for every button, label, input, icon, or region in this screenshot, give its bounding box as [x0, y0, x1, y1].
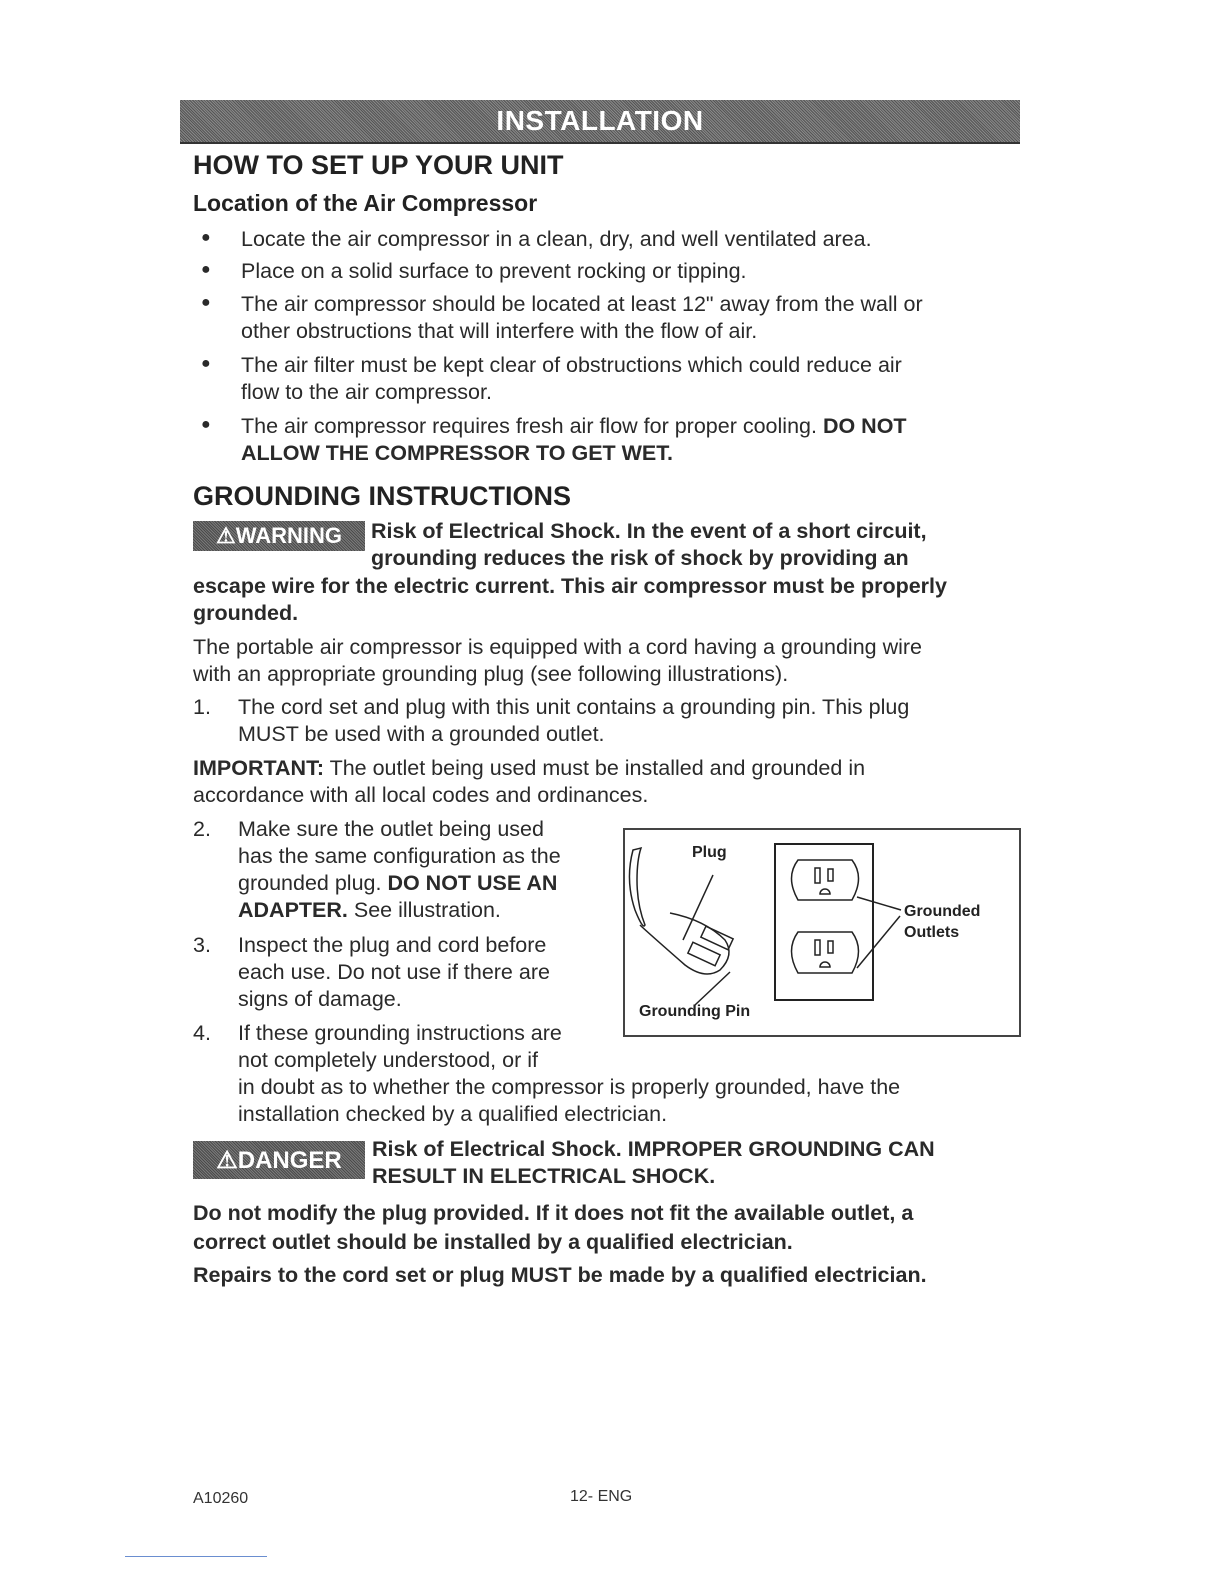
- danger-badge: ⚠DANGER: [193, 1141, 365, 1179]
- outlets-label-line: Outlets: [904, 924, 960, 941]
- warning-badge: ⚠WARNING: [193, 521, 365, 551]
- warning-line: Risk of Electrical Shock. In the event of a short circuit,: [371, 519, 927, 543]
- important-note: [193, 755, 865, 809]
- bullet-text: Locate the air compressor in a clean, dry, and well ventilated area.: [241, 227, 872, 251]
- grounded-outlets-label: [904, 901, 980, 943]
- bullet-emphasis: ALLOW THE COMPRESSOR TO GET WET.: [241, 441, 673, 465]
- plug-arrow-icon: [683, 875, 713, 940]
- step-line: MUST be used with a grounded outlet.: [238, 722, 605, 746]
- step-line: See illustration.: [347, 898, 501, 922]
- bullet-icon: ●: [201, 355, 211, 372]
- banner-title: INSTALLATION: [496, 105, 704, 136]
- wall-plate-icon: [775, 844, 873, 1000]
- plug-prong-icon: [688, 942, 720, 966]
- grounding-pin-label: Grounding Pin: [639, 1003, 751, 1020]
- warning-line: escape wire for the electric current. This air compressor must be properly: [193, 574, 947, 598]
- bullet-text: flow to the air compressor.: [241, 380, 492, 404]
- danger-line: RESULT IN ELECTRICAL SHOCK.: [372, 1164, 716, 1188]
- outlet-arrow-icon: [857, 916, 900, 968]
- warning-line: grounding reduces the risk of shock by providing an: [371, 546, 909, 570]
- step-number: 4.: [193, 1021, 211, 1045]
- bullet-item: [201, 291, 923, 345]
- intro-line: The portable air compressor is equipped with a cord having a grounding wire: [193, 635, 923, 659]
- step-number: 1.: [193, 695, 211, 719]
- bullet-text: The air compressor requires fresh air flow for proper cooling.: [241, 414, 823, 438]
- step-2: [193, 816, 561, 924]
- divider-line: [125, 1556, 267, 1557]
- bullet-text: Place on a solid surface to prevent rocking or tipping.: [241, 259, 747, 283]
- bullet-icon: ●: [201, 416, 211, 433]
- warning-text-body: [193, 573, 947, 627]
- bullet-icon: ●: [201, 294, 211, 311]
- heading-setup: HOW TO SET UP YOUR UNIT: [193, 150, 564, 180]
- step-line: not completely understood, or if: [238, 1048, 538, 1072]
- danger-line: Risk of Electrical Shock. IMPROPER GROUNDING CAN: [372, 1137, 935, 1161]
- bullet-icon: ●: [201, 261, 211, 278]
- page-number: 12- ENG: [570, 1488, 633, 1505]
- step-line: If these grounding instructions are: [238, 1021, 562, 1045]
- warning-text-head: [371, 518, 927, 572]
- bullet-text: The air compressor should be located at least 12" away from the wall or: [241, 292, 923, 316]
- repairs-note: Repairs to the cord set or plug MUST be made by a qualified electrician.: [193, 1263, 927, 1287]
- important-line: accordance with all local codes and ordinances.: [193, 783, 649, 807]
- warning-line: grounded.: [193, 601, 299, 625]
- important-label: IMPORTANT:: [193, 756, 324, 780]
- bullet-icon: ●: [201, 229, 211, 246]
- step-number: 2.: [193, 817, 211, 841]
- cord-icon: [629, 848, 645, 926]
- step-emphasis: DO NOT USE AN: [387, 871, 558, 895]
- bullet-item: [201, 226, 872, 253]
- important-line: The outlet being used must be installed and grounded in: [323, 756, 866, 780]
- heading-location: Location of the Air Compressor: [193, 190, 538, 216]
- bullet-item: [201, 258, 747, 285]
- step-line: Make sure the outlet being used: [238, 817, 544, 841]
- heading-grounding: GROUNDING INSTRUCTIONS: [193, 481, 571, 511]
- bullet-text: The air filter must be kept clear of obstructions which could reduce air: [241, 353, 902, 377]
- step-1: [193, 694, 910, 748]
- step-line: The cord set and plug with this unit contains a grounding pin. This plug: [238, 695, 910, 719]
- step-number: 3.: [193, 933, 211, 957]
- step-line: grounded plug.: [238, 871, 388, 895]
- step-line: Inspect the plug and cord before: [238, 933, 547, 957]
- danger-line: Do not modify the plug provided. If it does not fit the available outlet, a: [193, 1201, 914, 1225]
- bullet-item: [201, 352, 902, 406]
- step-line: signs of damage.: [238, 987, 402, 1011]
- danger-details: [193, 1199, 913, 1257]
- step-line: each use. Do not use if there are: [238, 960, 550, 984]
- step-line: installation checked by a qualified electrician.: [238, 1102, 668, 1126]
- outlets-label-line: Grounded: [904, 903, 981, 920]
- document-code: A10260: [193, 1490, 249, 1507]
- intro-line: with an appropriate grounding plug (see following illustrations).: [193, 662, 789, 686]
- danger-text: [372, 1136, 935, 1190]
- step-3: [193, 932, 550, 1013]
- plug-label: Plug: [692, 844, 727, 861]
- step-emphasis: ADAPTER.: [238, 898, 348, 922]
- section-banner: [180, 100, 1020, 144]
- danger-line: correct outlet should be installed by a qualified electrician.: [193, 1230, 793, 1254]
- outlet-arrow-icon: [857, 897, 901, 910]
- step-line: in doubt as to whether the compressor is properly grounded, have the: [238, 1075, 901, 1099]
- intro-paragraph: [193, 634, 922, 688]
- step-line: has the same configuration as the: [238, 844, 561, 868]
- pin-arrow-icon: [695, 972, 730, 1005]
- bullet-text: other obstructions that will interfere with the flow of air.: [241, 319, 758, 343]
- plug-outlet-illustration: [623, 828, 1021, 1037]
- bullet-emphasis: DO NOT: [822, 414, 907, 438]
- bullet-item: [201, 413, 907, 467]
